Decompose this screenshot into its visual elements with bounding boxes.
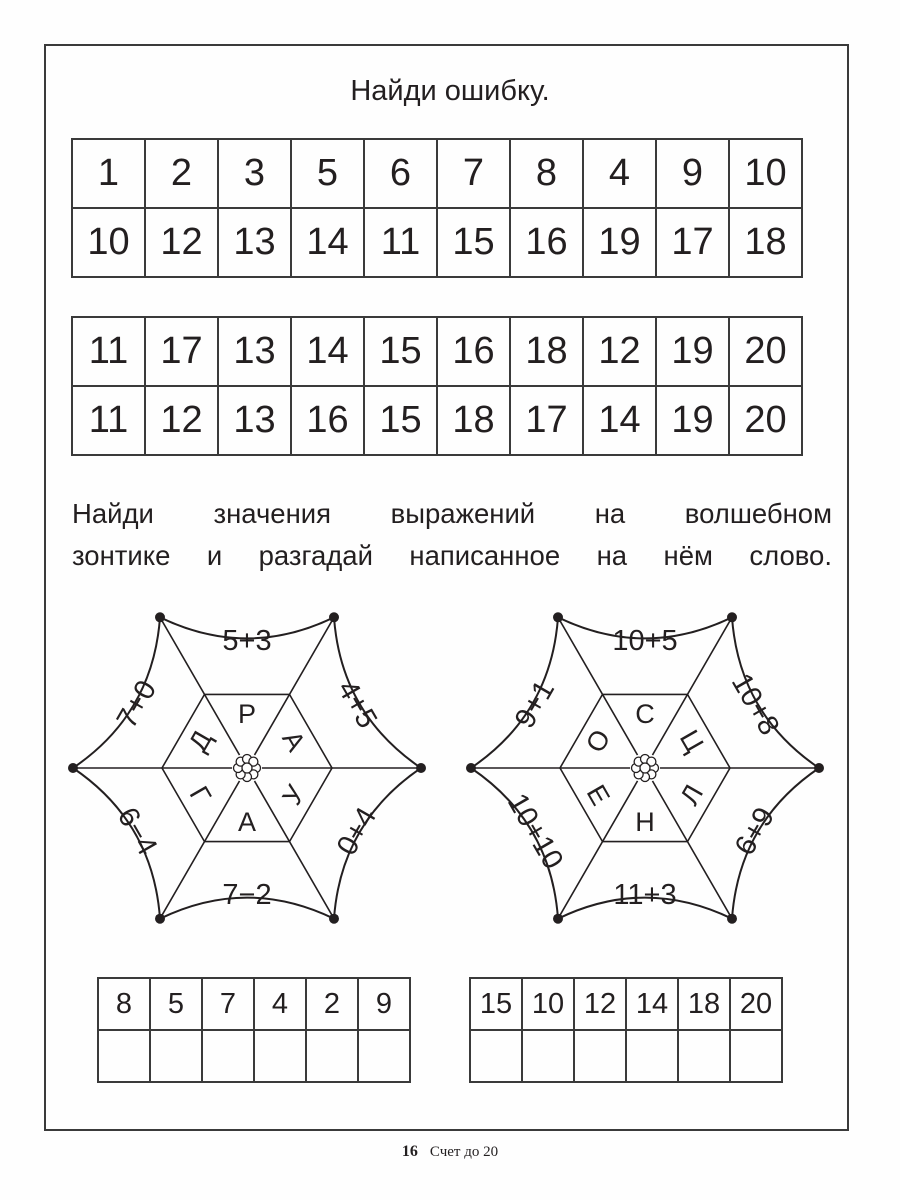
answer-number-cell: 8 xyxy=(98,978,150,1030)
grid-cell: 14 xyxy=(291,317,364,386)
umbrella-tip-dot xyxy=(329,914,339,924)
answer-letter-cell[interactable] xyxy=(522,1030,574,1082)
answer-number-cell: 14 xyxy=(626,978,678,1030)
expression-label: 4+5 xyxy=(330,675,384,734)
instruction-line-2: зонтике и разгадай написанное на нём слово. xyxy=(72,540,832,571)
answer-number-cell: 9 xyxy=(358,978,410,1030)
umbrella-tip-dot xyxy=(329,612,339,622)
answer-number-cell: 15 xyxy=(470,978,522,1030)
grid-cell: 19 xyxy=(583,208,656,277)
answer-number-cell: 18 xyxy=(678,978,730,1030)
answer-letter-cell[interactable] xyxy=(306,1030,358,1082)
grid-cell: 20 xyxy=(729,386,802,455)
expression-label: 6+9 xyxy=(728,802,782,861)
grid-cell: 4 xyxy=(583,139,656,208)
flower-center-icon xyxy=(640,763,650,773)
answer-letter-cell[interactable] xyxy=(678,1030,730,1082)
grid-cell: 18 xyxy=(437,386,510,455)
answer-letter-cell[interactable] xyxy=(202,1030,254,1082)
flower-center-icon xyxy=(242,763,252,773)
expression-label: 7−2 xyxy=(222,879,272,911)
expression-label: 11+3 xyxy=(613,879,677,911)
answer-grid-2 xyxy=(469,977,783,1083)
grid-cell: 6 xyxy=(364,139,437,208)
grid-cell: 17 xyxy=(510,386,583,455)
page-title: Найди ошибку. xyxy=(350,75,550,107)
letter-label: У xyxy=(276,780,312,810)
letter-label: Е xyxy=(580,779,616,811)
table-row xyxy=(470,978,782,1030)
answer-letter-cell[interactable] xyxy=(150,1030,202,1082)
umbrella-tip-dot xyxy=(553,914,563,924)
grid-cell: 11 xyxy=(72,386,145,455)
umbrella-left xyxy=(68,612,426,923)
umbrella-tip-dot xyxy=(553,612,563,622)
letter-label: А xyxy=(237,807,257,837)
umbrella-right xyxy=(466,612,824,923)
answer-number-cell: 12 xyxy=(574,978,626,1030)
grid-cell: 10 xyxy=(729,139,802,208)
answer-letter-cell[interactable] xyxy=(98,1030,150,1082)
grid-cell: 19 xyxy=(656,317,729,386)
umbrella-tip-dot xyxy=(68,763,78,773)
letter-label: С xyxy=(635,699,655,729)
grid-cell: 17 xyxy=(145,317,218,386)
umbrella-tip-dot xyxy=(155,612,165,622)
answer-letter-cell[interactable] xyxy=(730,1030,782,1082)
grid-cell: 10 xyxy=(72,208,145,277)
grid-cell: 12 xyxy=(583,317,656,386)
grid-cell: 14 xyxy=(291,208,364,277)
section-name: Счет до 20 xyxy=(429,1144,499,1160)
letter-label: Р xyxy=(237,699,257,729)
grid-cell: 2 xyxy=(145,139,218,208)
umbrella-tip-dot xyxy=(727,914,737,924)
letter-label: А xyxy=(276,725,312,757)
grid-cell: 18 xyxy=(729,208,802,277)
umbrella-tip-dot xyxy=(466,763,476,773)
grid-cell: 14 xyxy=(583,386,656,455)
answer-number-cell: 2 xyxy=(306,978,358,1030)
grid-cell: 15 xyxy=(437,208,510,277)
answer-number-cell: 7 xyxy=(202,978,254,1030)
grid-cell: 12 xyxy=(145,386,218,455)
grid-cell: 1 xyxy=(72,139,145,208)
answer-letter-cell[interactable] xyxy=(470,1030,522,1082)
table-row xyxy=(98,1030,410,1082)
letter-label: Н xyxy=(635,807,655,837)
expression-label: 0+4 xyxy=(330,802,384,861)
umbrella-tip-dot xyxy=(814,763,824,773)
letter-label: Ц xyxy=(673,724,710,758)
table-row xyxy=(470,1030,782,1082)
expression-label: 5+3 xyxy=(222,625,272,657)
grid-cell: 19 xyxy=(656,386,729,455)
grid-cell: 20 xyxy=(729,317,802,386)
grid-cell: 16 xyxy=(291,386,364,455)
answer-letter-cell[interactable] xyxy=(254,1030,306,1082)
umbrella-tip-dot xyxy=(727,612,737,622)
answer-number-cell: 20 xyxy=(730,978,782,1030)
answer-number-cell: 10 xyxy=(522,978,574,1030)
answer-letter-cell[interactable] xyxy=(574,1030,626,1082)
letter-label: Л xyxy=(674,779,710,811)
grid-cell: 13 xyxy=(218,386,291,455)
grid-cell: 12 xyxy=(145,208,218,277)
page-footer xyxy=(0,1143,900,1161)
grid-cell: 18 xyxy=(510,317,583,386)
grid-cell: 11 xyxy=(72,317,145,386)
letter-label: О xyxy=(579,724,617,758)
answer-number-cell: 4 xyxy=(254,978,306,1030)
umbrella-tip-dot xyxy=(416,763,426,773)
answer-number-cell: 5 xyxy=(150,978,202,1030)
grid-cell: 15 xyxy=(364,317,437,386)
answer-grid-1 xyxy=(97,977,411,1083)
grid-cell: 11 xyxy=(364,208,437,277)
expression-label: 10+10 xyxy=(500,788,570,875)
grid-cell: 15 xyxy=(364,386,437,455)
grid-cell: 17 xyxy=(656,208,729,277)
grid-cell: 16 xyxy=(437,317,510,386)
grid-cell: 16 xyxy=(510,208,583,277)
grid-cell: 9 xyxy=(656,139,729,208)
grid-cell: 5 xyxy=(291,139,364,208)
expression-label: 10+5 xyxy=(612,625,678,657)
grid-cell: 13 xyxy=(218,317,291,386)
grid-cell: 13 xyxy=(218,208,291,277)
grid-cell: 3 xyxy=(218,139,291,208)
letter-label: Г xyxy=(183,781,217,809)
letter-label: Д xyxy=(182,725,218,757)
table-row xyxy=(98,978,410,1030)
umbrella-tip-dot xyxy=(155,914,165,924)
instruction-line-1: Найди значения выражений на волшебном xyxy=(72,498,832,529)
answer-letter-cell[interactable] xyxy=(358,1030,410,1082)
answer-letter-cell[interactable] xyxy=(626,1030,678,1082)
expression-label: 7+0 xyxy=(110,675,164,734)
grid-cell: 7 xyxy=(437,139,510,208)
expression-label: 9+1 xyxy=(508,675,562,734)
expression-label: 10+8 xyxy=(724,668,786,741)
page-number: 16 xyxy=(401,1143,418,1160)
expression-label: 6−4 xyxy=(110,802,164,861)
grid-cell: 8 xyxy=(510,139,583,208)
